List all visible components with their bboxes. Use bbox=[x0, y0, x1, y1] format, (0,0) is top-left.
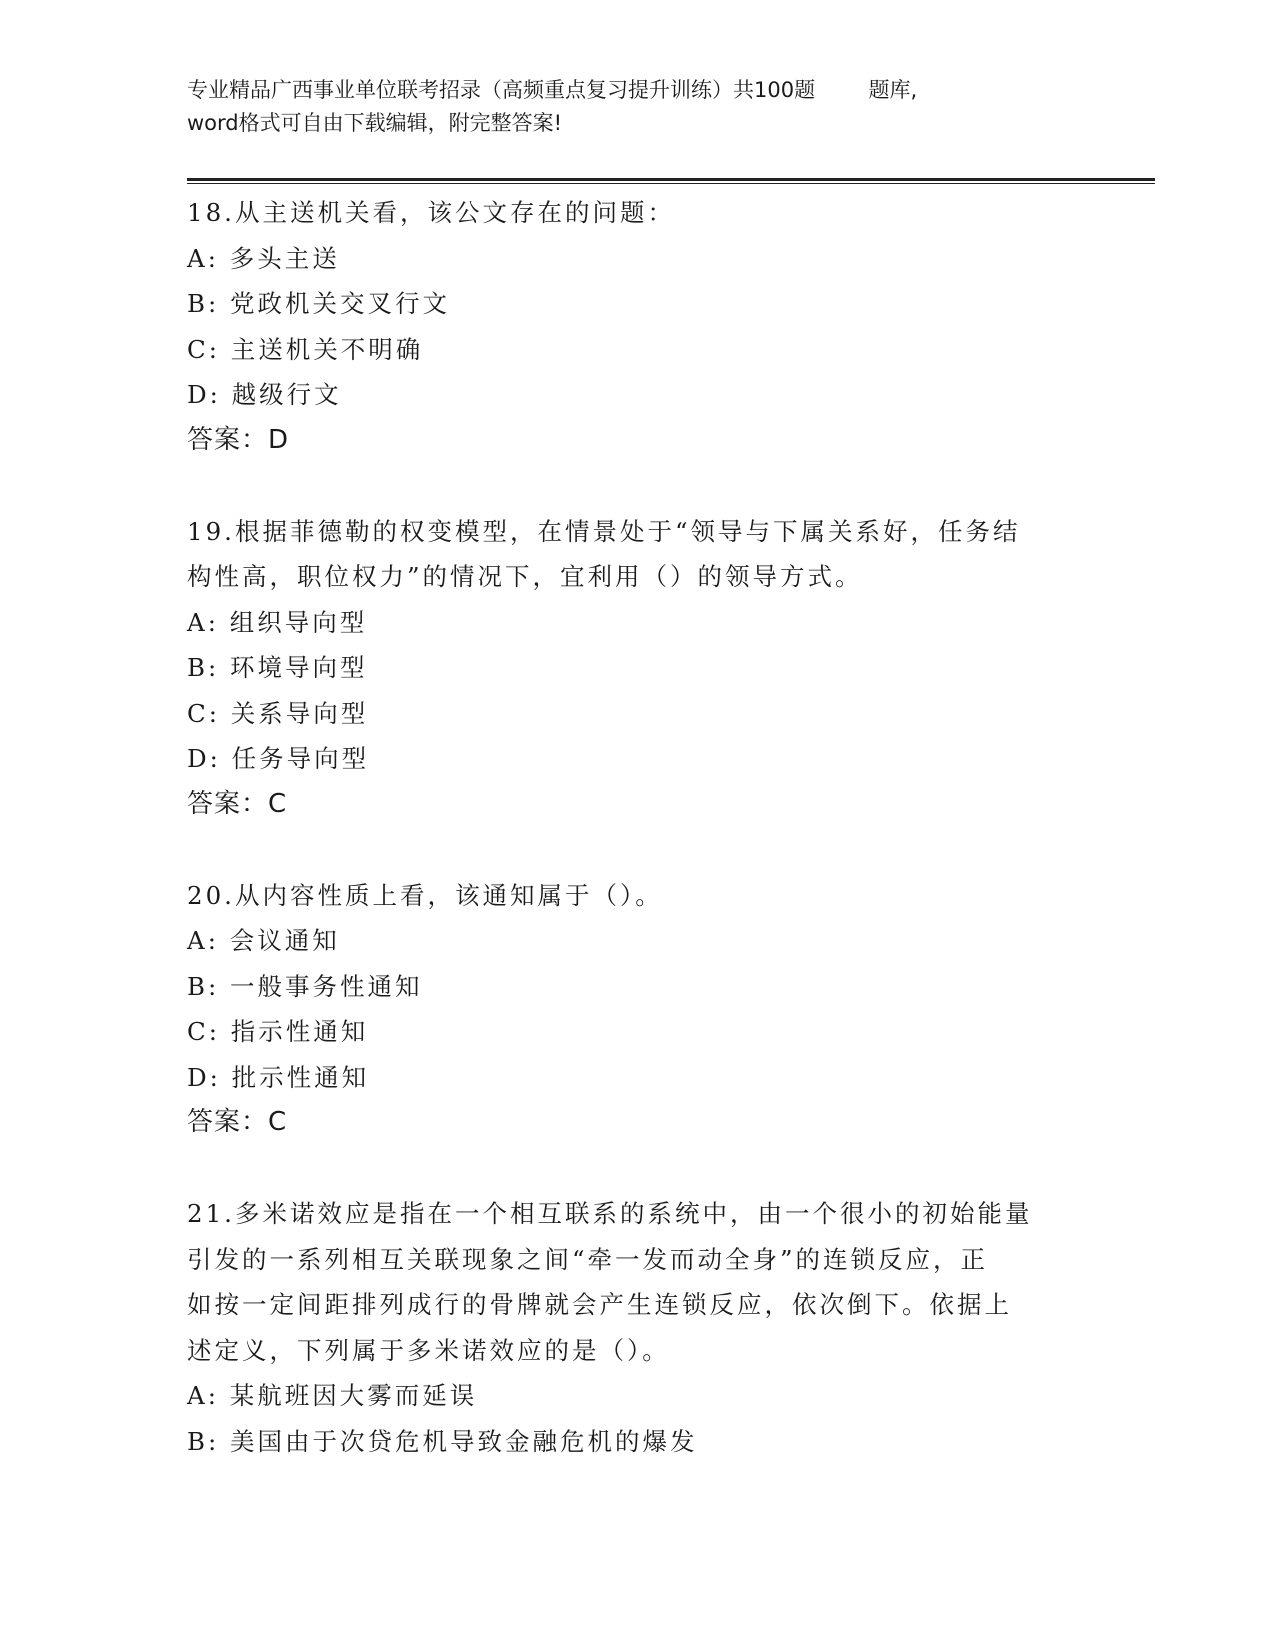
question-list bbox=[187, 190, 1087, 1510]
question-stem-line-1: 19.根据菲德勒的权变模型，在情景处于“领导与下属关系好，任务结 bbox=[187, 516, 1021, 546]
answer: 答案：C bbox=[187, 788, 288, 819]
question-19 bbox=[187, 509, 1087, 828]
header-divider-thick bbox=[187, 178, 1155, 181]
question-18 bbox=[187, 190, 1087, 463]
option-c: C: 主送机关不明确 bbox=[187, 334, 424, 364]
option-d: D: 批示性通知 bbox=[187, 1062, 370, 1092]
header-line-1: 专业精品广西事业单位联考招录（高频重点复习提升训练）共100题 题库, bbox=[187, 78, 918, 102]
question-stem-line-2: 引发的一系列相互关联现象之间“牵一发而动全身”的连锁反应，正 bbox=[187, 1244, 989, 1274]
option-c: C: 指示性通知 bbox=[187, 1017, 369, 1046]
answer: 答案：C bbox=[187, 1107, 288, 1137]
option-a: A: 会议通知 bbox=[187, 926, 340, 955]
question-stem: 18.从主送机关看，该公文存在的问题： bbox=[187, 198, 675, 227]
question-stem-line-2: 构性高，职位权力”的情况下，宜利用（）的领导方式。 bbox=[187, 562, 863, 591]
option-b: B: 环境导向型 bbox=[187, 653, 368, 682]
question-21 bbox=[187, 1191, 1087, 1464]
option-b: B: 一般事务性通知 bbox=[187, 971, 423, 1001]
option-b: B: 美国由于次贷危机导致金融危机的爆发 bbox=[187, 1426, 698, 1456]
option-b: B: 党政机关交叉行文 bbox=[187, 289, 451, 318]
header-divider-thin bbox=[187, 183, 1155, 184]
question-20 bbox=[187, 873, 1087, 1146]
option-d: D: 越级行文 bbox=[187, 380, 342, 409]
option-a: A: 多头主送 bbox=[187, 243, 340, 273]
option-a: A: 某航班因大雾而延误 bbox=[187, 1381, 478, 1410]
question-stem-line-4: 述定义，下列属于多米诺效应的是（）。 bbox=[187, 1335, 670, 1365]
document-header bbox=[187, 74, 1087, 140]
option-d: D: 任务导向型 bbox=[187, 744, 370, 773]
question-stem-line-1: 21.多米诺效应是指在一个相互联系的系统中，由一个很小的初始能量 bbox=[187, 1199, 1033, 1228]
option-c: C: 关系导向型 bbox=[187, 698, 369, 728]
question-stem: 20.从内容性质上看，该通知属于（）。 bbox=[187, 880, 663, 910]
option-a: A: 组织导向型 bbox=[187, 607, 368, 637]
header-line-2: word格式可自由下载编辑，附完整答案! bbox=[187, 111, 563, 135]
answer: 答案：D bbox=[187, 424, 290, 455]
question-stem-line-3: 如按一定间距排列成行的骨牌就会产生连锁反应，依次倒下。依据上 bbox=[187, 1290, 1012, 1319]
